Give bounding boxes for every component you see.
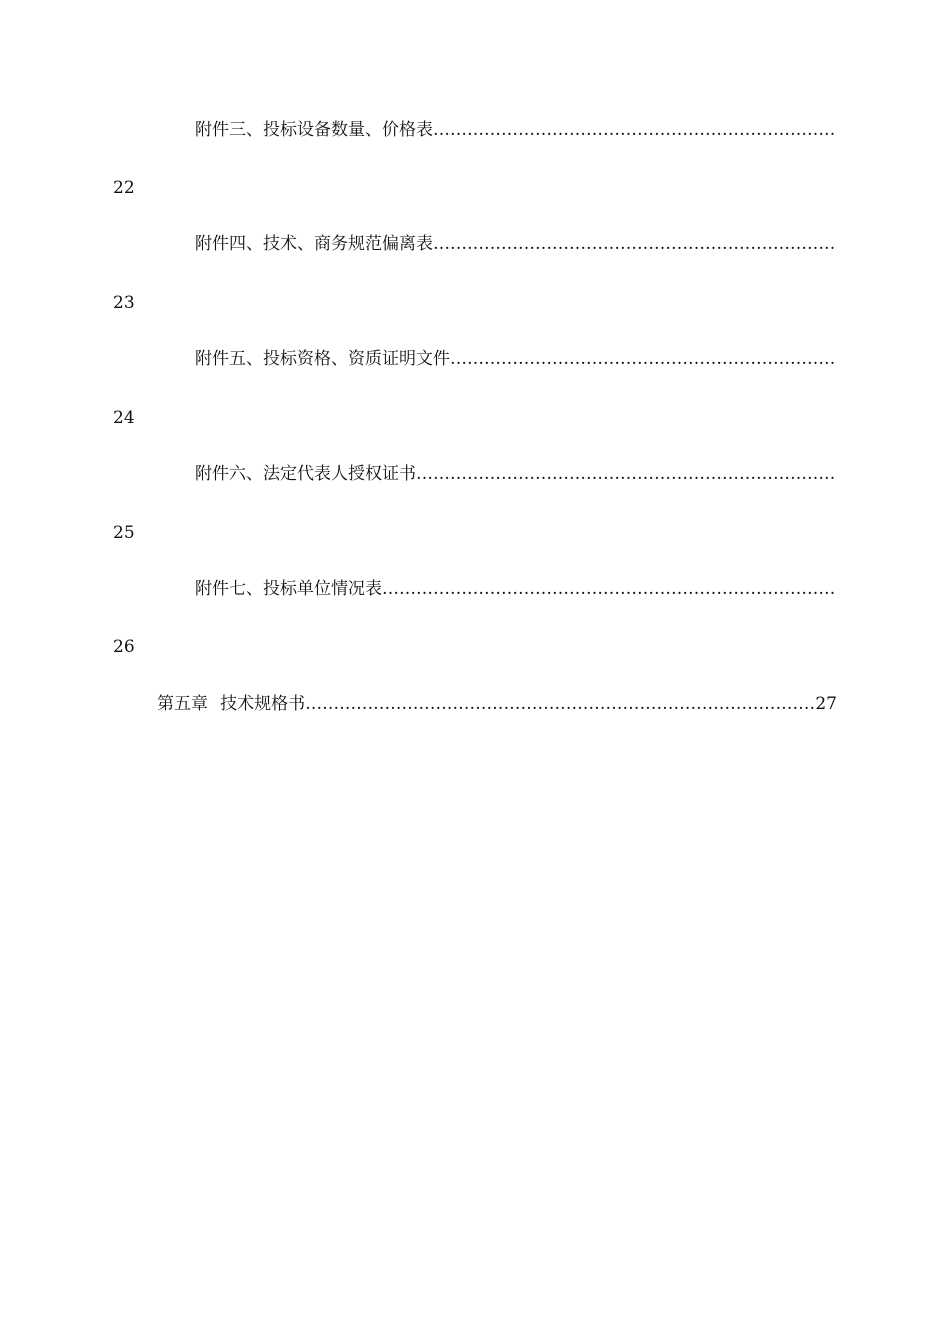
toc-entry-page-number: 23: [113, 293, 135, 313]
toc-entry-page-number: 26: [113, 637, 135, 657]
toc-entry-label: 附件六、法定代表人授权证书: [195, 464, 416, 484]
toc-leader-dots: [433, 117, 835, 143]
toc-leader-dots: [450, 346, 835, 372]
chapter-title: 技术规格书: [220, 694, 306, 714]
toc-entry-page-number: 24: [113, 408, 135, 428]
toc-entry[interactable]: [195, 231, 835, 257]
chapter-number: 第五章: [157, 694, 208, 714]
toc-entry-page-number: 22: [113, 178, 135, 198]
toc-chapter-entry[interactable]: [157, 691, 837, 717]
toc-entry[interactable]: [195, 346, 835, 372]
toc-leader-dots: [305, 691, 815, 717]
toc-entry[interactable]: [195, 461, 835, 487]
toc-leader-dots: [433, 231, 835, 257]
toc-entry[interactable]: [195, 576, 835, 602]
toc-entry-label: 附件五、投标资格、资质证明文件: [195, 349, 450, 369]
toc-entry-label: 附件七、投标单位情况表: [195, 579, 382, 599]
toc-entry-label: 附件四、技术、商务规范偏离表: [195, 234, 433, 254]
toc-leader-dots: [382, 576, 835, 602]
toc-leader-dots: [416, 461, 835, 487]
toc-entry-label: 附件三、投标设备数量、价格表: [195, 120, 433, 140]
toc-entry[interactable]: [195, 117, 835, 143]
toc-entry-page-number: 25: [113, 523, 135, 543]
chapter-page-number: 27: [815, 694, 837, 714]
